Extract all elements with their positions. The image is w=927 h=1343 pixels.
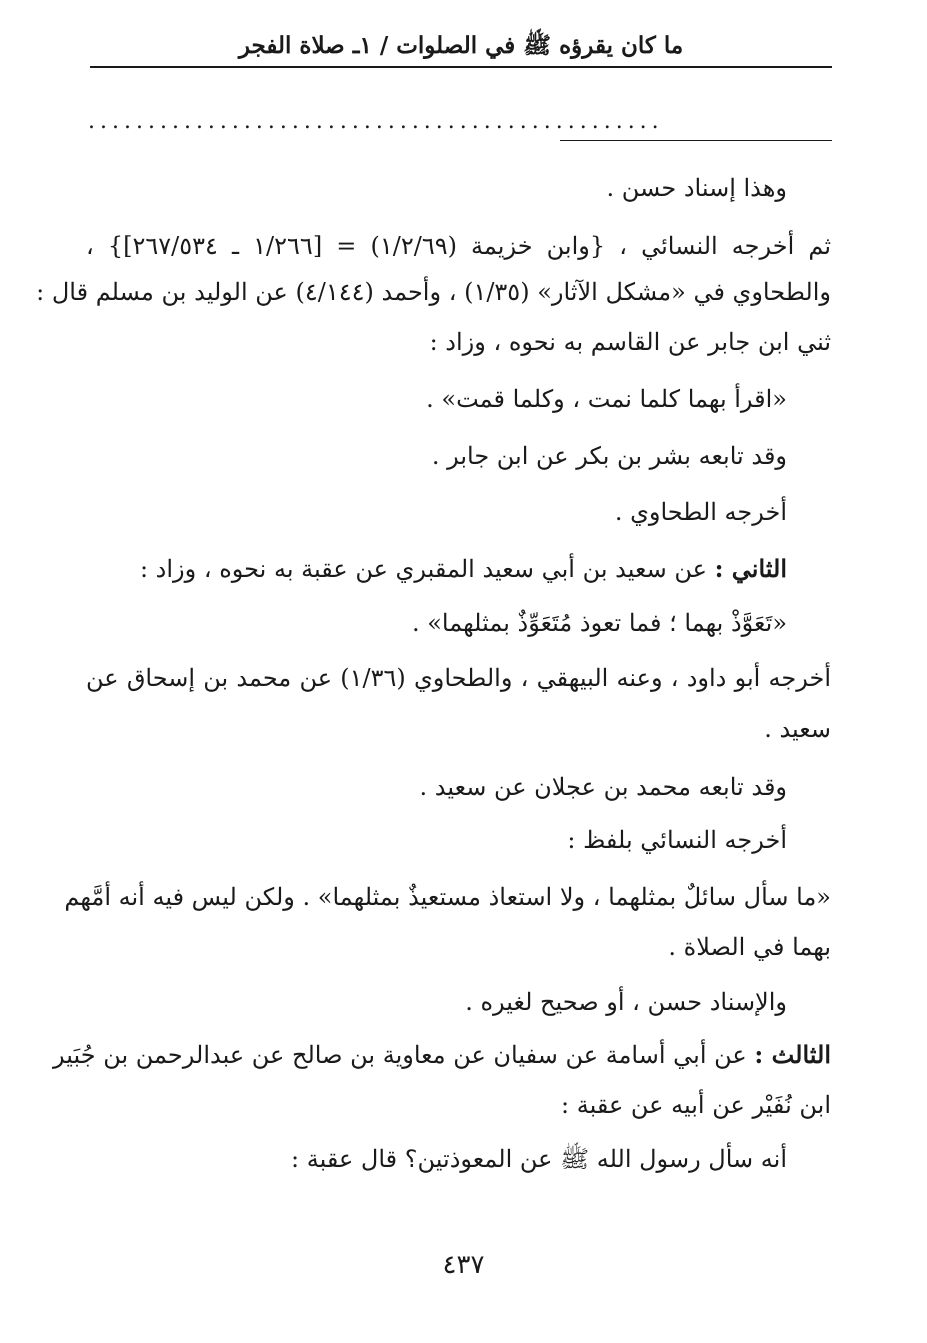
text-line-2: ثم أخرجه النسائي ، {وابن خزيمة (١/٢/٦٩) = [١/٢٦٦ ـ ٢٦٧/٥٣٤]} ، [86, 232, 832, 260]
text-line-1: وهذا إسناد حسن . [606, 174, 787, 202]
text-line-17-rest: عن أبي أسامة عن سفيان عن معاوية بن صالح عن عبدالرحمن بن جُبَير [53, 1041, 747, 1069]
text-line-14: «ما سأل سائلٌ بمثلهما ، ولا استعاذ مستعيذٌ بمثلهما» . ولكن ليس فيه أنه أمَّهم [64, 883, 831, 911]
dotted-separator: ................................................ [88, 110, 664, 134]
footnote-rule [560, 140, 832, 141]
section-label-third: الثالث : [754, 1040, 831, 1069]
text-line-7: أخرجه الطحاوي . [614, 498, 787, 526]
text-line-15: بهما في الصلاة . [668, 933, 831, 961]
text-line-13: أخرجه النسائي بلفظ : [567, 826, 787, 854]
text-line-4: ثني ابن جابر عن القاسم به نحوه ، وزاد : [429, 328, 831, 356]
text-line-19: أنه سأل رسول الله ﷺ عن المعوذتين؟ قال عقبة : [291, 1145, 787, 1173]
page-number: ٤٣٧ [442, 1250, 485, 1280]
text-line-11: سعيد . [764, 715, 831, 743]
text-line-17 [53, 1035, 831, 1075]
text-line-16: والإسناد حسن ، أو صحيح لغيره . [465, 988, 787, 1016]
text-line-8-rest: عن سعيد بن أبي سعيد المقبري عن عقبة به نحوه ، وزاد : [139, 555, 707, 583]
text-line-5: «اقرأ بهما كلما نمت ، وكلما قمت» . [426, 385, 787, 413]
text-line-3: والطحاوي في «مشكل الآثار» (١/٣٥) ، وأحمد (٤/١٤٤) عن الوليد بن مسلم قال : [36, 278, 831, 306]
text-line-9: «تَعَوَّذْ بهما ؛ فما تعوذ مُتَعَوِّذٌ بمثلهما» . [411, 609, 787, 637]
text-line-6: وقد تابعه بشر بن بكر عن ابن جابر . [431, 442, 787, 470]
header-rule [90, 66, 832, 68]
section-label-second: الثاني : [714, 554, 787, 583]
text-line-8 [140, 549, 787, 589]
text-line-18: ابن نُفَيْر عن أبيه عن عقبة : [561, 1091, 831, 1119]
text-line-12: وقد تابعه محمد بن عجلان عن سعيد . [419, 773, 787, 801]
running-header: ما كان يقرؤه ﷺ في الصلوات / ١ـ صلاة الفجر [238, 32, 684, 59]
text-line-10: أخرجه أبو داود ، وعنه البيهقي ، والطحاوي (١/٣٦) عن محمد بن إسحاق عن [86, 664, 831, 692]
